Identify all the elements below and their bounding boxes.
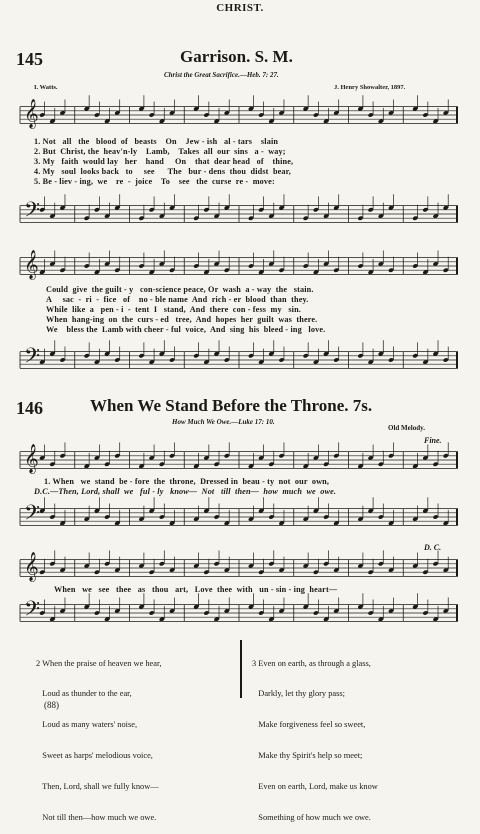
lyric-line-dc: D.C.—Then, Lord, shall we ful - ly know— Not till then— how much we owe. (34, 487, 337, 496)
verse-line-4: 4. My soul looks back to see The bur - dens thou didst bear, (34, 167, 291, 176)
verse-line-9: When hang-ing on the curs - ed tree, And hopes her guilt was there. (46, 315, 318, 324)
music-system-3-treble (20, 443, 458, 477)
verse-3-line: Even on earth, Lord, make us know (252, 782, 378, 792)
verse-2-line: Not till then—how much we owe. (36, 813, 157, 823)
verse-3-line: Darkly, let thy glory pass; (252, 689, 345, 699)
treble-clef-icon: 𝄞 (24, 551, 39, 581)
hymn-title: Garrison. S. M. (180, 47, 293, 66)
hymn-number: 145 (16, 49, 43, 69)
verse-2-line: Sweet as harps' melodious voice, (36, 751, 153, 761)
verse-line-6: Could give the guilt - y con-science peace, Or wash a - way the stain. (46, 285, 314, 294)
lyric-line-1: 1. When we stand be - fore the throne, Dressed in beau - ty not our own, (44, 477, 330, 486)
verse-3-line: Make thy Spirit's help so meet; (252, 751, 363, 761)
verse-3-block (252, 638, 378, 834)
verse-line-10: We bless the Lamb with cheer - ful voice, And sing his bleed - ing love. (46, 325, 326, 334)
tune-credit: Old Melody. (388, 424, 425, 432)
hymn-title: When We Stand Before the Throne. 7s. (90, 396, 373, 415)
scripture-subtitle: Christ the Great Sacrifice.—Heb. 7: 27. (164, 71, 279, 79)
hymn-number: 146 (16, 398, 43, 418)
verse-3-line: 3 Even on earth, as through a glass, (252, 658, 371, 668)
music-credit: J. Henry Showalter, 1897. (334, 84, 406, 91)
treble-clef-icon: 𝄞 (24, 98, 39, 128)
bass-clef-icon: 𝄢 (24, 500, 41, 530)
lyric-line-3: When we see thee as thou art, Love thee with un - sin - ing heart— (54, 585, 338, 594)
verse-line-7: A sac - ri - fice of no - ble name And rich - er blood than they. (46, 295, 309, 304)
bass-clef-icon: 𝄢 (24, 596, 41, 626)
verse-2-line: Then, Lord, shall we fully know— (36, 782, 159, 792)
verse-2-line: 2 When the praise of heaven we hear, (36, 658, 162, 668)
verse-line-5: 5. Be - liev - ing, we re - joice To see the curse re - move: (34, 177, 275, 186)
running-head: CHRIST. (216, 2, 264, 14)
verse-3-line: Something of how much we owe. (252, 813, 371, 823)
music-system-2-bass (20, 338, 458, 382)
music-system-2-treble (20, 246, 458, 286)
verse-3-line: Make forgiveness feel so sweet, (252, 720, 366, 730)
music-system-1-bass (20, 192, 458, 236)
page-number: (88) (44, 700, 59, 710)
bass-clef-icon: 𝄢 (24, 343, 41, 373)
words-credit: I. Watts. (34, 84, 58, 91)
verse-2-block (36, 638, 162, 834)
verse-line-8: While like a pen - i - tent I stand, And there con - fess my sin. (46, 305, 301, 314)
verse-2-line: Loud as thunder to the ear, (36, 689, 132, 699)
verse-line-2: 2. But Christ, the heav'n-ly Lamb, Takes all our sins a - way; (34, 147, 286, 156)
verse-line-3: 3. My faith would lay her hand On that dear head of thine, (34, 157, 294, 166)
music-system-1-treble (20, 93, 458, 137)
verse-line-1: 1. Not all the blood of beasts On Jew - ish al - tars slain (34, 137, 279, 146)
dc-marking: D. C. (424, 543, 442, 552)
treble-clef-icon: 𝄞 (24, 249, 39, 279)
verse-2-line: Loud as many waters' noise, (36, 720, 138, 730)
music-system-4-treble (20, 552, 458, 584)
column-divider (240, 640, 242, 698)
fine-marking: Fine. (424, 436, 442, 445)
music-system-3-bass (20, 498, 458, 536)
treble-clef-icon: 𝄞 (24, 443, 39, 473)
scripture-subtitle: How Much We Owe.—Luke 17: 10. (172, 418, 275, 426)
music-system-4-bass (20, 596, 458, 630)
bass-clef-icon: 𝄢 (24, 197, 41, 227)
